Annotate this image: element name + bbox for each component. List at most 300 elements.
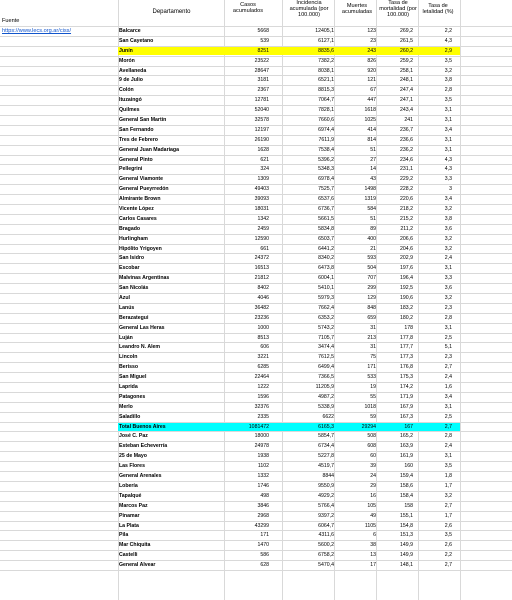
cell-casos: 4046 <box>257 295 269 301</box>
cell-letalidad: 4,3 <box>444 166 452 172</box>
table-row <box>0 383 512 391</box>
cell-mortalidad: 258,1 <box>400 68 413 74</box>
cell-mortalidad: 204,6 <box>400 246 413 252</box>
cell-incidencia: 5979,3 <box>318 295 334 301</box>
cell-incidencia: 6353,2 <box>318 315 334 321</box>
cell-mortalidad: 178 <box>404 325 413 331</box>
cell-muertes: 121 <box>367 77 376 83</box>
table-row <box>0 76 512 84</box>
cell-muertes: 23 <box>370 38 376 44</box>
cell-muertes: 51 <box>370 147 376 153</box>
cell-incidencia: 4929,2 <box>318 493 334 499</box>
cell-casos: 12197 <box>254 127 269 133</box>
table-row <box>0 343 512 351</box>
table-row <box>0 541 512 549</box>
cell-mortalidad: 218,2 <box>400 206 413 212</box>
header-incidencia: Incidencia acumulada (por 100.000) <box>289 0 329 18</box>
cell-letalidad: 3,2 <box>444 295 452 301</box>
cell-letalidad: 3,2 <box>444 246 452 252</box>
cell-casos: 3181 <box>257 77 269 83</box>
cell-casos: 12781 <box>254 97 269 103</box>
table-row <box>0 294 512 302</box>
cell-departamento: General Viamonte <box>119 176 164 182</box>
cell-incidencia: 5470,4 <box>318 562 334 568</box>
cell-mortalidad: 177,3 <box>400 354 413 360</box>
cell-casos: 23522 <box>254 58 269 64</box>
cell-letalidad: 2,4 <box>444 443 452 449</box>
cell-muertes: 51 <box>370 216 376 222</box>
cell-departamento: General Alvear <box>119 562 156 568</box>
table-row <box>0 472 512 480</box>
table-row <box>0 57 512 65</box>
cell-mortalidad: 161,9 <box>400 453 413 459</box>
table-row <box>0 492 512 500</box>
cell-letalidad: 3,8 <box>444 77 452 83</box>
cell-letalidad: 2,8 <box>444 315 452 321</box>
cell-muertes: 17 <box>370 562 376 568</box>
cell-mortalidad: 228,2 <box>400 186 413 192</box>
cell-casos: 621 <box>260 157 269 163</box>
cell-incidencia: 4519,7 <box>318 463 334 469</box>
table-row <box>0 284 512 292</box>
cell-muertes: 19 <box>370 384 376 390</box>
cell-mortalidad: 149,9 <box>400 552 413 558</box>
cell-muertes: 213 <box>367 335 376 341</box>
table-row <box>0 264 512 272</box>
cell-departamento: Bragado <box>119 226 141 232</box>
cell-departamento: Merlo <box>119 404 133 410</box>
cell-departamento: Hurlingham <box>119 236 148 242</box>
cell-letalidad: 2,4 <box>444 255 452 261</box>
cell-departamento: Berazategui <box>119 315 149 321</box>
table-row <box>0 363 512 371</box>
cell-letalidad: 3,2 <box>444 493 452 499</box>
table-row <box>0 106 512 114</box>
cell-incidencia: 7105,7 <box>318 335 334 341</box>
cell-mortalidad: 151,3 <box>400 532 413 538</box>
table-row <box>0 254 512 262</box>
cell-casos: 2459 <box>257 226 269 232</box>
cell-muertes: 848 <box>367 305 376 311</box>
cell-letalidad: 3,1 <box>444 325 452 331</box>
cell-muertes: 13 <box>370 552 376 558</box>
cell-muertes: 59 <box>370 414 376 420</box>
cell-muertes: 123 <box>367 28 376 34</box>
cell-letalidad: 2,9 <box>444 48 452 54</box>
cell-letalidad: 3,1 <box>444 147 452 153</box>
cell-departamento: Hipólito Yrigoyen <box>119 246 162 252</box>
cell-casos: 5668 <box>257 28 269 34</box>
cell-mortalidad: 247,4 <box>400 87 413 93</box>
cell-letalidad: 3,1 <box>444 137 452 143</box>
cell-incidencia: 6064,7 <box>318 523 334 529</box>
cell-incidencia: 6004,1 <box>318 275 334 281</box>
cell-incidencia: 5396,2 <box>318 157 334 163</box>
cell-casos: 1081472 <box>248 424 269 430</box>
table-row <box>0 353 512 361</box>
cell-casos: 2968 <box>257 513 269 519</box>
cell-departamento: San Isidro <box>119 255 145 261</box>
cell-casos: 21812 <box>254 275 269 281</box>
cell-mortalidad: 176,8 <box>400 364 413 370</box>
cell-letalidad: 3,8 <box>444 216 452 222</box>
table-row <box>0 502 512 510</box>
cell-departamento: Laprida <box>119 384 138 390</box>
cell-muertes: 584 <box>367 206 376 212</box>
cell-incidencia: 7828,1 <box>318 107 334 113</box>
cell-incidencia: 12405,1 <box>315 28 334 34</box>
header-departamento: Departamento <box>152 9 191 15</box>
cell-incidencia: 11205,9 <box>315 384 334 390</box>
cell-mortalidad: 192,5 <box>400 285 413 291</box>
cell-mortalidad: 247,1 <box>400 97 413 103</box>
cell-mortalidad: 167,3 <box>400 414 413 420</box>
cell-departamento: Colón <box>119 87 134 93</box>
cell-muertes: 75 <box>370 354 376 360</box>
cell-letalidad: 4,3 <box>444 38 452 44</box>
cell-muertes: 27 <box>370 157 376 163</box>
cell-casos: 16513 <box>254 265 269 271</box>
table-row <box>0 175 512 183</box>
cell-mortalidad: 180,2 <box>400 315 413 321</box>
cell-incidencia: 6736,7 <box>318 206 334 212</box>
table-row <box>0 215 512 223</box>
cell-incidencia: 4987,2 <box>318 394 334 400</box>
cell-muertes: 1498 <box>364 186 376 192</box>
cell-mortalidad: 231,1 <box>400 166 413 172</box>
cell-incidencia: 7611,9 <box>318 137 334 143</box>
cell-departamento: General San Martín <box>119 117 167 123</box>
cell-departamento: Total Buenos Aires <box>119 424 166 430</box>
cell-casos: 18031 <box>254 206 269 212</box>
cell-letalidad: 1,7 <box>444 513 452 519</box>
cell-muertes: 826 <box>367 58 376 64</box>
table-row <box>0 432 512 440</box>
cell-mortalidad: 220,6 <box>400 196 413 202</box>
table-row <box>0 274 512 282</box>
table-row <box>0 403 512 411</box>
cell-incidencia: 6473,8 <box>318 265 334 271</box>
cell-letalidad: 2,3 <box>444 354 452 360</box>
table-row <box>0 442 512 450</box>
cell-departamento: Marcos Paz <box>119 503 148 509</box>
cell-incidencia: 6537,6 <box>318 196 334 202</box>
cell-incidencia: 7612,5 <box>318 354 334 360</box>
cell-incidencia: 7662,4 <box>318 305 334 311</box>
cell-letalidad: 2,5 <box>444 335 452 341</box>
cell-incidencia: 8844 <box>322 473 334 479</box>
cell-departamento: La Plata <box>119 523 139 529</box>
cell-letalidad: 3,5 <box>444 463 452 469</box>
cell-letalidad: 3,5 <box>444 58 452 64</box>
table-row <box>0 27 512 35</box>
cell-incidencia: 6521,1 <box>318 77 334 83</box>
cell-casos: 1628 <box>257 147 269 153</box>
cell-departamento: San Cayetano <box>119 38 154 44</box>
cell-muertes: 6 <box>373 532 376 538</box>
cell-departamento: San Miguel <box>119 374 147 380</box>
cell-incidencia: 5348,3 <box>318 166 334 172</box>
cell-mortalidad: 236,2 <box>400 147 413 153</box>
table-row <box>0 462 512 470</box>
cell-departamento: Vicente López <box>119 206 154 212</box>
table-row <box>0 185 512 193</box>
cell-muertes: 608 <box>367 443 376 449</box>
cell-incidencia: 6127,1 <box>318 38 334 44</box>
cell-mortalidad: 159,4 <box>400 473 413 479</box>
cell-muertes: 38 <box>370 542 376 548</box>
cell-muertes: 1105 <box>364 523 376 529</box>
cell-muertes: 1618 <box>364 107 376 113</box>
table-row <box>0 324 512 332</box>
cell-casos: 1102 <box>257 463 269 469</box>
cell-letalidad: 1,7 <box>444 483 452 489</box>
cell-mortalidad: 243,4 <box>400 107 413 113</box>
cell-mortalidad: 183,2 <box>400 305 413 311</box>
cell-casos: 1342 <box>257 216 269 222</box>
cell-departamento: Lobería <box>119 483 138 489</box>
cell-departamento: Saladillo <box>119 414 141 420</box>
cell-letalidad: 3,4 <box>444 394 452 400</box>
table-row <box>0 165 512 173</box>
cell-departamento: Morón <box>119 58 135 64</box>
cell-mortalidad: 165,2 <box>400 433 413 439</box>
cell-mortalidad: 148,1 <box>400 562 413 568</box>
cell-departamento: Balcarce <box>119 28 141 34</box>
cell-letalidad: 3,2 <box>444 68 452 74</box>
cell-letalidad: 1,8 <box>444 473 452 479</box>
cell-casos: 39093 <box>254 196 269 202</box>
fuente-label: Fuente <box>2 18 20 24</box>
table-row <box>0 561 512 569</box>
header-mortalidad: Tasa de mortalidad (por 100.000) <box>379 0 417 18</box>
cell-casos: 1746 <box>257 483 269 489</box>
cell-muertes: 31 <box>370 344 376 350</box>
cell-casos: 1596 <box>257 394 269 400</box>
cell-letalidad: 5,1 <box>444 344 452 350</box>
table-row <box>0 195 512 203</box>
fuente-link[interactable]: https://www.lecs.org.ar/ciss/ <box>2 28 72 34</box>
cell-muertes: 920 <box>367 68 376 74</box>
cell-letalidad: 2,7 <box>444 424 452 430</box>
header-muertes: Muertes acumuladas <box>341 3 373 15</box>
cell-letalidad: 1,6 <box>444 384 452 390</box>
cell-casos: 539 <box>260 38 269 44</box>
cell-departamento: Carlos Casares <box>119 216 157 222</box>
cell-incidencia: 8835,6 <box>318 48 334 54</box>
cell-incidencia: 6441,2 <box>318 246 334 252</box>
cell-casos: 3221 <box>257 354 269 360</box>
cell-mortalidad: 190,6 <box>400 295 413 301</box>
cell-casos: 2335 <box>257 414 269 420</box>
cell-letalidad: 3,4 <box>444 127 452 133</box>
cell-muertes: 171 <box>367 364 376 370</box>
cell-incidencia: 6499,4 <box>318 364 334 370</box>
cell-letalidad: 2,4 <box>444 374 452 380</box>
cell-muertes: 1018 <box>364 404 376 410</box>
cell-mortalidad: 177,8 <box>400 335 413 341</box>
cell-letalidad: 3,2 <box>444 236 452 242</box>
cell-letalidad: 3,2 <box>444 206 452 212</box>
cell-mortalidad: 269,2 <box>400 28 413 34</box>
cell-muertes: 447 <box>367 97 376 103</box>
cell-casos: 628 <box>260 562 269 568</box>
cell-muertes: 243 <box>367 48 376 54</box>
cell-departamento: Escobar <box>119 265 140 271</box>
cell-incidencia: 5227,8 <box>318 453 334 459</box>
cell-departamento: Tres de Febrero <box>119 137 158 143</box>
cell-casos: 1222 <box>257 384 269 390</box>
table-row <box>0 156 512 164</box>
cell-casos: 36482 <box>254 305 269 311</box>
cell-mortalidad: 149,9 <box>400 542 413 548</box>
cell-muertes: 60 <box>370 453 376 459</box>
cell-departamento: Azul <box>119 295 130 301</box>
table-row <box>0 96 512 104</box>
cell-muertes: 1319 <box>364 196 376 202</box>
cell-muertes: 31 <box>370 325 376 331</box>
cell-departamento: Avellaneda <box>119 68 147 74</box>
cell-casos: 1309 <box>257 176 269 182</box>
cell-departamento: Tapalqué <box>119 493 142 499</box>
table-row <box>0 86 512 94</box>
cell-incidencia: 8340,2 <box>318 255 334 261</box>
cell-departamento: Patagones <box>119 394 146 400</box>
cell-mortalidad: 259,2 <box>400 58 413 64</box>
table-row <box>0 334 512 342</box>
cell-casos: 6285 <box>257 364 269 370</box>
cell-casos: 24372 <box>254 255 269 261</box>
cell-mortalidad: 174,2 <box>400 384 413 390</box>
cell-letalidad: 3,5 <box>444 97 452 103</box>
cell-casos: 171 <box>260 532 269 538</box>
table-row <box>0 413 512 421</box>
table-row <box>0 235 512 243</box>
table-row <box>0 531 512 539</box>
cell-casos: 24978 <box>254 443 269 449</box>
table-row <box>0 136 512 144</box>
cell-incidencia: 5854,7 <box>318 433 334 439</box>
cell-mortalidad: 202,9 <box>400 255 413 261</box>
cell-incidencia: 5410,1 <box>318 285 334 291</box>
cell-muertes: 105 <box>367 503 376 509</box>
cell-departamento: General Las Heras <box>119 325 165 331</box>
cell-muertes: 593 <box>367 255 376 261</box>
cell-mortalidad: 160 <box>404 463 413 469</box>
cell-departamento: 9 de Julio <box>119 77 143 83</box>
cell-letalidad: 3,1 <box>444 107 452 113</box>
cell-letalidad: 3,1 <box>444 404 452 410</box>
cell-departamento: Pinamar <box>119 513 140 519</box>
cell-letalidad: 3,5 <box>444 532 452 538</box>
cell-casos: 52040 <box>254 107 269 113</box>
cell-letalidad: 2,7 <box>444 562 452 568</box>
cell-casos: 26190 <box>254 137 269 143</box>
cell-muertes: 55 <box>370 394 376 400</box>
cell-mortalidad: 215,2 <box>400 216 413 222</box>
cell-letalidad: 2,8 <box>444 433 452 439</box>
cell-mortalidad: 261,5 <box>400 38 413 44</box>
table-row <box>0 452 512 460</box>
table-row <box>0 126 512 134</box>
cell-muertes: 400 <box>367 236 376 242</box>
cell-muertes: 24 <box>370 473 376 479</box>
table-row <box>0 225 512 233</box>
cell-departamento: Berisso <box>119 364 139 370</box>
cell-departamento: Luján <box>119 335 133 341</box>
cell-departamento: Pellegrini <box>119 166 143 172</box>
cell-mortalidad: 171,9 <box>400 394 413 400</box>
cell-departamento: General Arenales <box>119 473 162 479</box>
table-row <box>0 37 512 45</box>
table-row <box>0 482 512 490</box>
cell-casos: 8251 <box>257 48 269 54</box>
table-row <box>0 245 512 253</box>
cell-departamento: Quilmes <box>119 107 140 113</box>
cell-casos: 49403 <box>254 186 269 192</box>
table-row <box>0 205 512 213</box>
grid-row-line <box>0 570 512 571</box>
cell-casos: 32376 <box>254 404 269 410</box>
cell-casos: 8513 <box>257 335 269 341</box>
cell-incidencia: 8815,3 <box>318 87 334 93</box>
cell-casos: 606 <box>260 344 269 350</box>
cell-incidencia: 7538,4 <box>318 147 334 153</box>
cell-muertes: 1025 <box>364 117 376 123</box>
cell-muertes: 21 <box>370 246 376 252</box>
cell-departamento: Castelli <box>119 552 138 558</box>
cell-muertes: 89 <box>370 226 376 232</box>
cell-mortalidad: 154,8 <box>400 523 413 529</box>
cell-letalidad: 2,7 <box>444 364 452 370</box>
cell-departamento: Las Flores <box>119 463 145 469</box>
cell-departamento: General Pinto <box>119 157 153 163</box>
table-row <box>0 47 512 55</box>
cell-casos: 28647 <box>254 68 269 74</box>
cell-incidencia: 5338,9 <box>318 404 334 410</box>
cell-casos: 1332 <box>257 473 269 479</box>
cell-muertes: 49 <box>370 513 376 519</box>
cell-mortalidad: 196,4 <box>400 275 413 281</box>
cell-casos: 3846 <box>257 503 269 509</box>
cell-letalidad: 2,5 <box>444 414 452 420</box>
cell-muertes: 299 <box>367 285 376 291</box>
cell-incidencia: 6734,4 <box>318 443 334 449</box>
cell-mortalidad: 163,9 <box>400 443 413 449</box>
cell-casos: 1938 <box>257 453 269 459</box>
cell-casos: 324 <box>260 166 269 172</box>
cell-muertes: 504 <box>367 265 376 271</box>
cell-incidencia: 7366,5 <box>318 374 334 380</box>
cell-departamento: Pila <box>119 532 129 538</box>
cell-muertes: 39 <box>370 463 376 469</box>
cell-casos: 43299 <box>254 523 269 529</box>
table-row <box>0 116 512 124</box>
cell-muertes: 414 <box>367 127 376 133</box>
cell-mortalidad: 211,2 <box>400 226 413 232</box>
cell-departamento: Ituzaingó <box>119 97 142 103</box>
cell-incidencia: 6758,2 <box>318 552 334 558</box>
cell-departamento: General Pueyrredón <box>119 186 169 192</box>
cell-muertes: 707 <box>367 275 376 281</box>
cell-departamento: Leandro N. Alem <box>119 344 161 350</box>
table-row <box>0 423 512 431</box>
cell-muertes: 508 <box>367 433 376 439</box>
cell-letalidad: 3,1 <box>444 453 452 459</box>
cell-muertes: 67 <box>370 87 376 93</box>
cell-casos: 1470 <box>257 542 269 548</box>
cell-incidencia: 6978,4 <box>318 176 334 182</box>
